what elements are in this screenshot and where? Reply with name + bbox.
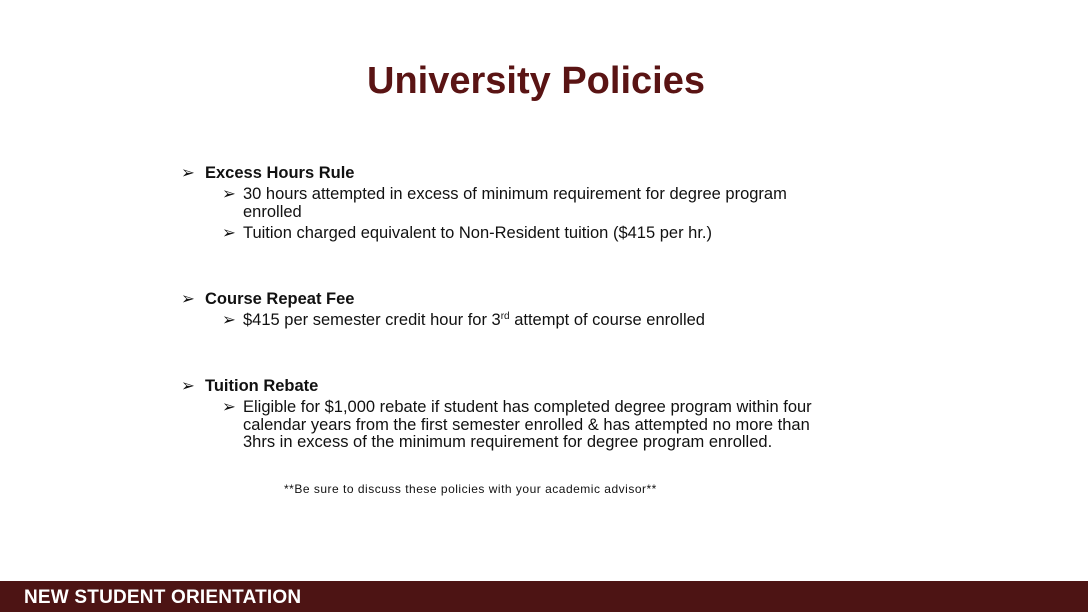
arrow-bullet-icon: ➢ xyxy=(181,377,195,395)
policy-item-text: Eligible for $1,000 rebate if student has completed degree program within four calendar years from the first semester enrolled & has attempted no more than 3hrs in excess of the minimum requirement for degree program enrolled. xyxy=(243,398,812,451)
policy-heading-excess-hours xyxy=(181,163,354,183)
policy-item-text-part: attempt of course enrolled xyxy=(509,311,705,329)
arrow-bullet-icon: ➢ xyxy=(222,224,236,242)
policy-item-text xyxy=(222,312,842,330)
advisor-note: **Be sure to discuss these policies with your academic advisor** xyxy=(284,482,657,496)
policy-heading-tuition-rebate xyxy=(181,376,318,396)
policy-item-text: Tuition charged equivalent to Non-Resident tuition ($415 per hr.) xyxy=(243,224,713,242)
policy-item-text-part: $415 per semester credit hour for 3 xyxy=(243,311,501,329)
policy-heading-course-repeat xyxy=(181,289,354,309)
arrow-bullet-icon: ➢ xyxy=(181,164,195,182)
policy-item xyxy=(222,225,842,243)
policy-item xyxy=(222,186,842,221)
page-title: University Policies xyxy=(367,60,705,102)
ordinal-superscript: rd xyxy=(500,311,510,322)
footer-label: NEW STUDENT ORIENTATION xyxy=(24,587,302,608)
policy-heading-label: Course Repeat Fee xyxy=(205,290,355,308)
footer-bar xyxy=(0,581,1088,612)
policy-heading-label: Tuition Rebate xyxy=(205,377,319,395)
arrow-bullet-icon: ➢ xyxy=(222,398,236,416)
policy-item xyxy=(222,312,842,330)
arrow-bullet-icon: ➢ xyxy=(222,185,236,203)
policy-item xyxy=(222,399,842,452)
arrow-bullet-icon: ➢ xyxy=(222,311,236,329)
arrow-bullet-icon: ➢ xyxy=(181,290,195,308)
policy-item-text: 30 hours attempted in excess of minimum requirement for degree program enrolled xyxy=(243,185,787,221)
policy-heading-label: Excess Hours Rule xyxy=(205,164,355,182)
